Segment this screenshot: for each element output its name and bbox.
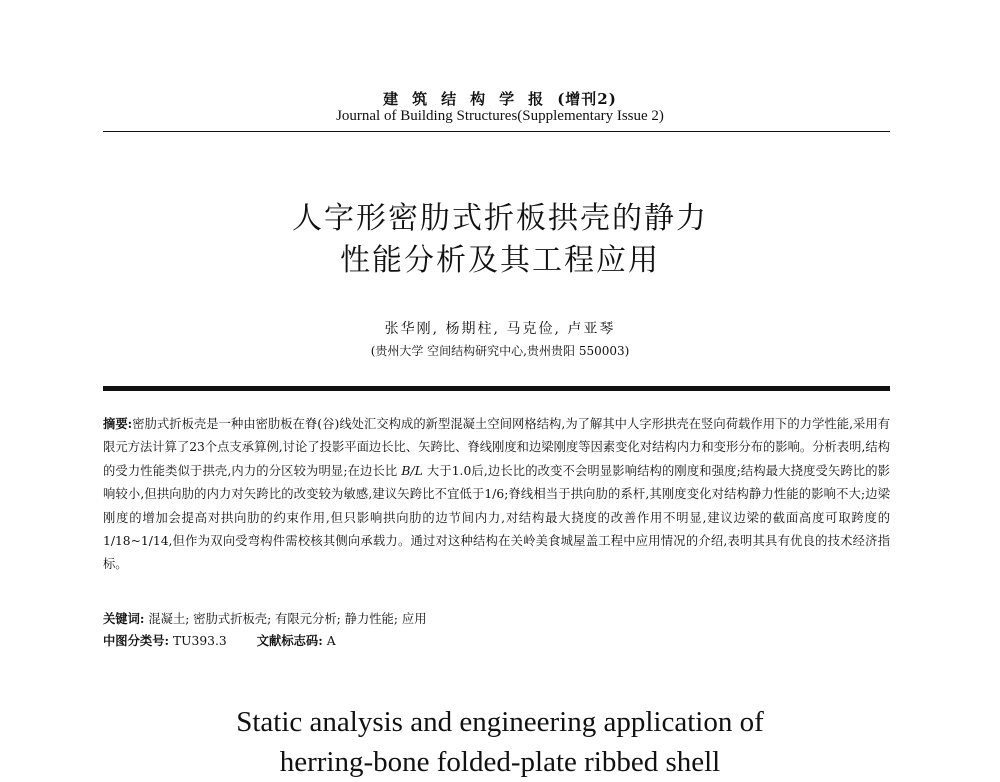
keywords-text: 混凝土; 密肋式折板壳; 有限元分析; 静力性能; 应用: [148, 612, 427, 626]
author-list: 张华刚, 杨期柱, 马克俭, 卢亚琴: [384, 321, 616, 337]
article-title-line-2: 性能分析及其工程应用: [340, 243, 660, 278]
keywords: [103, 609, 427, 629]
clc-label: 中图分类号:: [103, 633, 170, 648]
journal-name-en: Journal of Building Structures(Supplementary Issue 2): [336, 108, 664, 124]
abstract-text-part-1: 密肋式折板壳是一种由密肋板在脊(谷)线处汇交构成的新型混凝土空间网格结构,为了解其中人字形拱壳在竖向荷载作用下的力学性能,采用有限元方法计算了23个点支承算例,讨论了投影平面边长比、矢跨比、脊线刚度和边梁刚度等因素变化对结构内力和变形分布的影响。分析表明,结构的受力性能类似于拱壳,内力的分区较为明显;在边长比: [103, 417, 890, 478]
english-title-line-2: herring-bone folded-plate ribbed shell: [279, 746, 721, 778]
clc-value: TU393.3: [172, 634, 227, 648]
affiliation: (贵州大学 空间结构研究中心,贵州贵阳 550003): [370, 344, 630, 358]
classification-line: [103, 631, 336, 651]
article-title: [0, 198, 1000, 282]
journal-name-cn: [0, 88, 1000, 109]
abstract-text-part-2: 大于1.0后,边长比的改变不会明显影响结构的刚度和强度;结构最大挠度受矢跨比的影响较小,但拱向肋的内力对矢跨比的改变较为敏感,建议矢跨比不宜低于1/6;脊线相当于拱向肋的系杆,其刚度变化对结构静力性能的影响不大;边梁刚度的增加会提高对拱向肋的约束作用,但只影响拱向肋的边节间内力,对结构最大挠度的改善作用不明显,建议边梁的截面高度可取跨度的1/18~1/14,但作为双向受弯构件需校核其侧向承载力。通过对这种结构在关岭美食城屋盖工程中应用情况的介绍,表明其具有优良的技术经济指标。: [103, 463, 890, 572]
abstract: [103, 412, 890, 577]
doc-code-value: A: [326, 634, 336, 648]
english-title-line-1: Static analysis and engineering application of: [236, 706, 764, 738]
header-divider: [103, 131, 890, 132]
article-title-line-1: 人字形密肋式折板拱壳的静力: [292, 201, 708, 236]
english-title: [0, 702, 1000, 782]
doc-code-label: 文献标志码:: [256, 633, 323, 648]
abstract-label: 摘要:: [103, 416, 133, 431]
keywords-label: 关键词:: [103, 611, 145, 626]
abstract-ratio-symbol: B/L: [401, 463, 423, 478]
journal-name-cn-suffix: (增刊2): [557, 90, 617, 108]
abstract-divider: [103, 386, 890, 391]
journal-name-cn-main: 建筑结构学报: [383, 90, 558, 108]
